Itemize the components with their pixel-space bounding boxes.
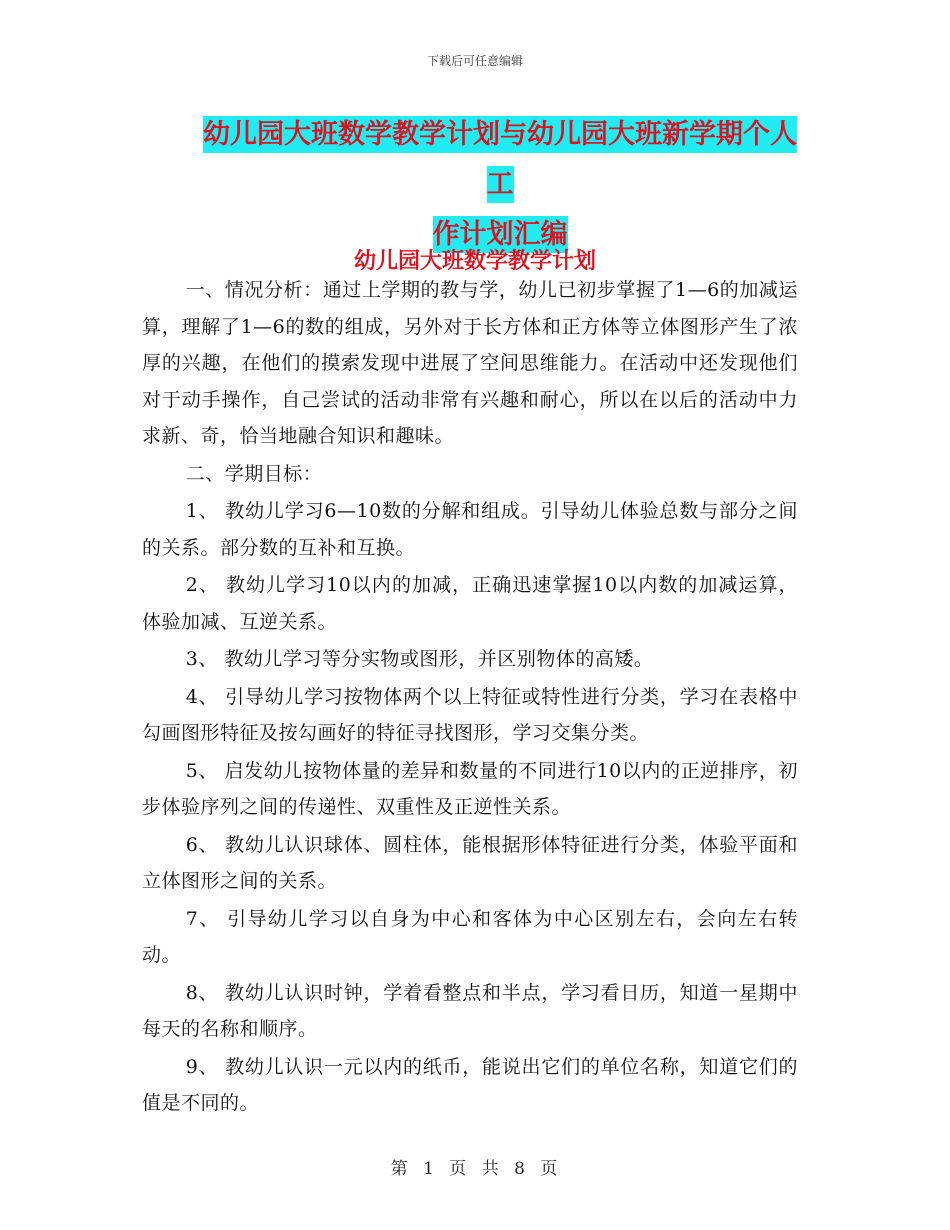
goal-item-1: 1、 教幼儿学习6—10数的分解和组成。引导幼儿体验总数与部分之间的关系。部分数的互补和互换。 bbox=[142, 500, 798, 559]
goal-item-7: 7、 引导幼儿学习以自身为中心和客体为中心区别左右，会向左右转动。 bbox=[142, 907, 798, 966]
goal-item-4: 4、 引导幼儿学习按物体两个以上特征或特性进行分类，学习在表格中勾画图形特征及按勾画好的特征寻找图形，学习交集分类。 bbox=[142, 685, 798, 744]
page-header-note: 下载后可任意编辑 bbox=[426, 54, 523, 68]
goal-item-6: 6、 教幼儿认识球体、圆柱体，能根据形体特征进行分类，体验平面和立体图形之间的关系。 bbox=[142, 833, 798, 892]
footer-total-pages: 8 bbox=[514, 1159, 527, 1179]
document-body bbox=[142, 272, 798, 1123]
goal-item-9: 9、 教幼儿认识一元以内的纸币，能说出它们的单位名称，知道它们的值是不同的。 bbox=[142, 1055, 798, 1114]
goal-item-2: 2、 教幼儿学习10以内的加减，正确迅速掌握10以内数的加减运算，体验加减、互逆关系。 bbox=[142, 574, 798, 633]
document-title-line-2: 作计划汇编 bbox=[433, 216, 568, 253]
page-footer bbox=[0, 1154, 950, 1179]
footer-label-di: 第 bbox=[390, 1159, 410, 1179]
section-title: 幼儿园大班数学教学计划 bbox=[353, 249, 596, 274]
footer-label-ye-end: 页 bbox=[540, 1159, 560, 1179]
goal-item-5: 5、 启发幼儿按物体量的差异和数量的不同进行10以内的正逆排序，初步体验序列之间的传递性、双重性及正逆性关系。 bbox=[142, 759, 798, 818]
footer-label-ye: 页 bbox=[449, 1159, 469, 1179]
document-title-line-1: 幼儿园大班数学教学计划与幼儿园大班新学期个人工 bbox=[203, 116, 797, 203]
paragraph-semester-goals-heading: 二、学期目标： bbox=[185, 462, 323, 485]
goal-item-8: 8、 教幼儿认识时钟，学着看整点和半点，学习看日历，知道一星期中每天的名称和顺序。 bbox=[142, 981, 798, 1040]
footer-label-gong: 共 bbox=[481, 1159, 501, 1179]
goal-item-3: 3、 教幼儿学习等分实物或图形，并区别物体的高矮。 bbox=[185, 648, 654, 670]
paragraph-situation-analysis: 一、情况分析：通过上学期的教与学，幼儿已初步掌握了1—6的加减运算，理解了1—6的数的组成，另外对于长方体和正方体等立体图形产生了浓厚的兴趣，在他们的摸索发现中进展了空间思维能力。在活动中还发现他们对于动手操作，自己尝试的活动非常有兴趣和耐心，所以在以后的活动中力求新、奇，恰当地融合知识和趣味。 bbox=[142, 279, 798, 447]
document-title bbox=[190, 110, 810, 260]
footer-current-page: 1 bbox=[423, 1159, 436, 1179]
